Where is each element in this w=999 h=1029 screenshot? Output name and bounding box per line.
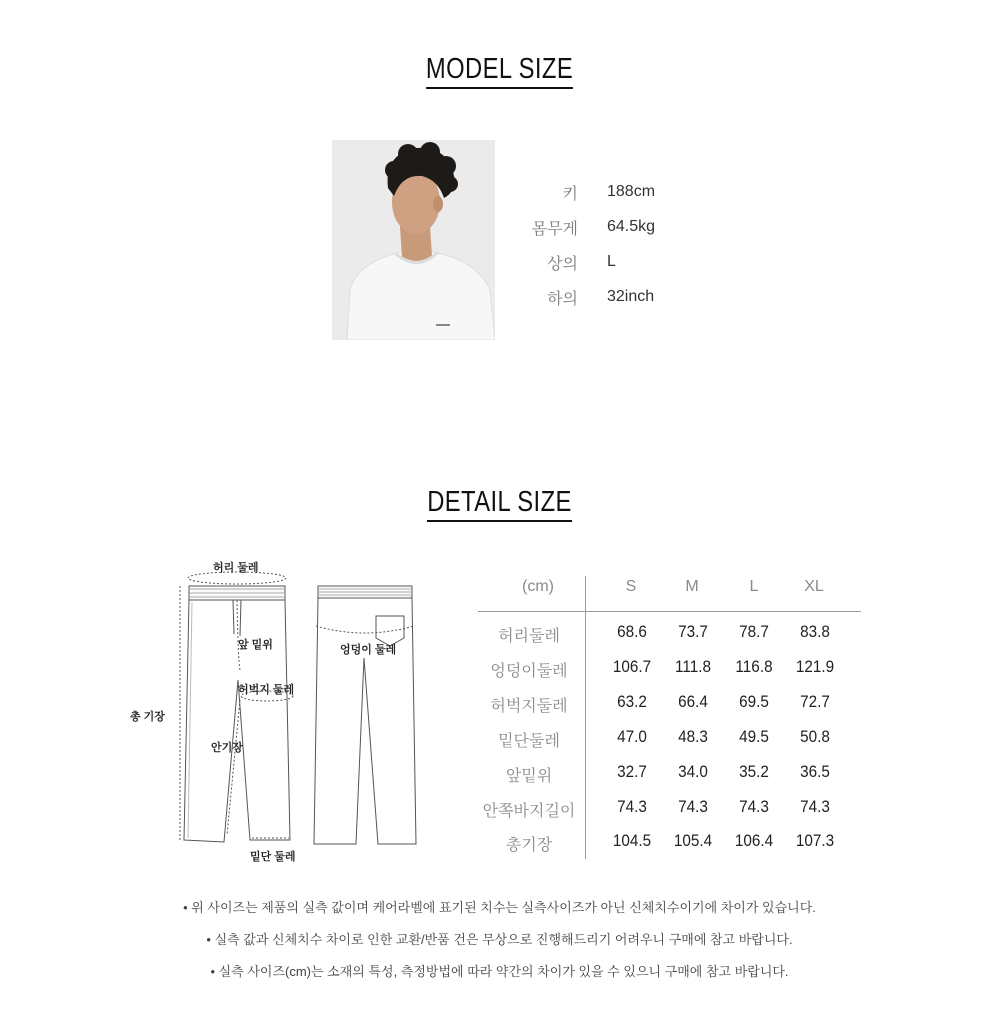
diagram-label-front-rise: 앞 밑위 [238, 639, 273, 651]
table-cell: 49.5 [739, 727, 769, 746]
row-label: 총기장 [505, 837, 553, 854]
model-spec-label: 키 [562, 185, 578, 203]
table-cell: 72.7 [800, 692, 830, 711]
diagram-label-hip: 엉덩이 둘레 [340, 644, 397, 656]
note-line: • 실측 사이즈(cm)는 소재의 특성, 측정방법에 따라 약간의 차이가 있을 수 있으니 구매에 참고 바랍니다. [210, 964, 789, 979]
table-cell: 47.0 [617, 727, 647, 746]
row-label: 앞밑위 [505, 768, 553, 785]
table-cell: 104.5 [612, 831, 652, 850]
model-spec-label: 몸무게 [531, 220, 578, 238]
table-cell: 106.4 [734, 831, 774, 850]
size-header: XL [804, 578, 824, 595]
model-spec-value: 64.5kg [607, 218, 656, 235]
model-spec-label: 하의 [547, 290, 578, 308]
size-header: M [685, 578, 699, 595]
row-label: 엉덩이둘레 [490, 663, 568, 680]
row-label: 허리둘레 [498, 628, 560, 645]
detail-size-title-text: DETAIL SIZE [427, 486, 572, 522]
model-spec-label: 상의 [547, 255, 578, 273]
table-cell: 32.7 [617, 762, 647, 781]
table-cell: 74.3 [678, 797, 708, 816]
pants-diagram [120, 550, 440, 870]
table-cell: 74.3 [617, 797, 647, 816]
table-cell: 50.8 [800, 727, 830, 746]
row-label: 안쪽바지길이 [482, 803, 576, 820]
table-cell: 74.3 [800, 797, 830, 816]
table-cell: 107.3 [795, 831, 835, 850]
detail-size-title [90, 486, 909, 522]
table-cell: 121.9 [795, 657, 835, 676]
table-cell: 116.8 [735, 657, 773, 676]
table-cell: 78.7 [739, 622, 769, 641]
unit-header: (cm) [522, 578, 554, 595]
table-column-divider [585, 576, 586, 859]
note-line: • 위 사이즈는 제품의 실측 값이며 케어라벨에 표기된 치수는 실측사이즈가 아닌 신체치수이기에 차이가 있습니다. [183, 900, 816, 915]
table-cell: 111.8 [674, 657, 712, 676]
model-photo [332, 140, 495, 340]
table-cell: 68.6 [617, 622, 647, 641]
size-header: S [625, 578, 637, 595]
diagram-label-inseam: 안기장 [211, 742, 243, 754]
table-cell: 34.0 [678, 762, 708, 781]
pants-diagram-drawing [120, 550, 440, 870]
table-cell: 63.2 [617, 692, 647, 711]
row-label: 밑단둘레 [498, 733, 560, 750]
diagram-label-thigh: 허벅지 둘레 [238, 684, 295, 696]
table-header-divider [478, 611, 861, 612]
note-line: • 실측 값과 신체치수 차이로 인한 교환/반품 건은 무상으로 진행해드리기 어려우니 구매에 참고 바랍니다. [206, 932, 793, 947]
table-cell: 48.3 [678, 727, 708, 746]
diagram-label-total-length: 총 기장 [130, 711, 165, 723]
model-photo-illustration [332, 140, 495, 340]
model-spec-value: L [607, 253, 616, 270]
size-header: L [749, 578, 759, 595]
table-cell: 73.7 [678, 622, 708, 641]
table-cell: 69.5 [739, 692, 769, 711]
table-cell: 83.8 [800, 622, 830, 641]
row-label: 허벅지둘레 [490, 698, 568, 715]
model-size-title-text: MODEL SIZE [426, 53, 573, 89]
diagram-label-hem: 밑단 둘레 [250, 851, 296, 863]
model-spec-value: 32inch [607, 288, 655, 305]
model-spec-value: 188cm [607, 183, 656, 200]
table-cell: 74.3 [739, 797, 769, 816]
table-cell: 36.5 [800, 762, 830, 781]
model-size-title [90, 53, 909, 89]
table-cell: 105.4 [673, 831, 713, 850]
diagram-label-waist: 허리 둘레 [213, 562, 259, 574]
table-cell: 106.7 [612, 657, 652, 676]
table-cell: 66.4 [678, 692, 708, 711]
table-cell: 35.2 [739, 762, 769, 781]
